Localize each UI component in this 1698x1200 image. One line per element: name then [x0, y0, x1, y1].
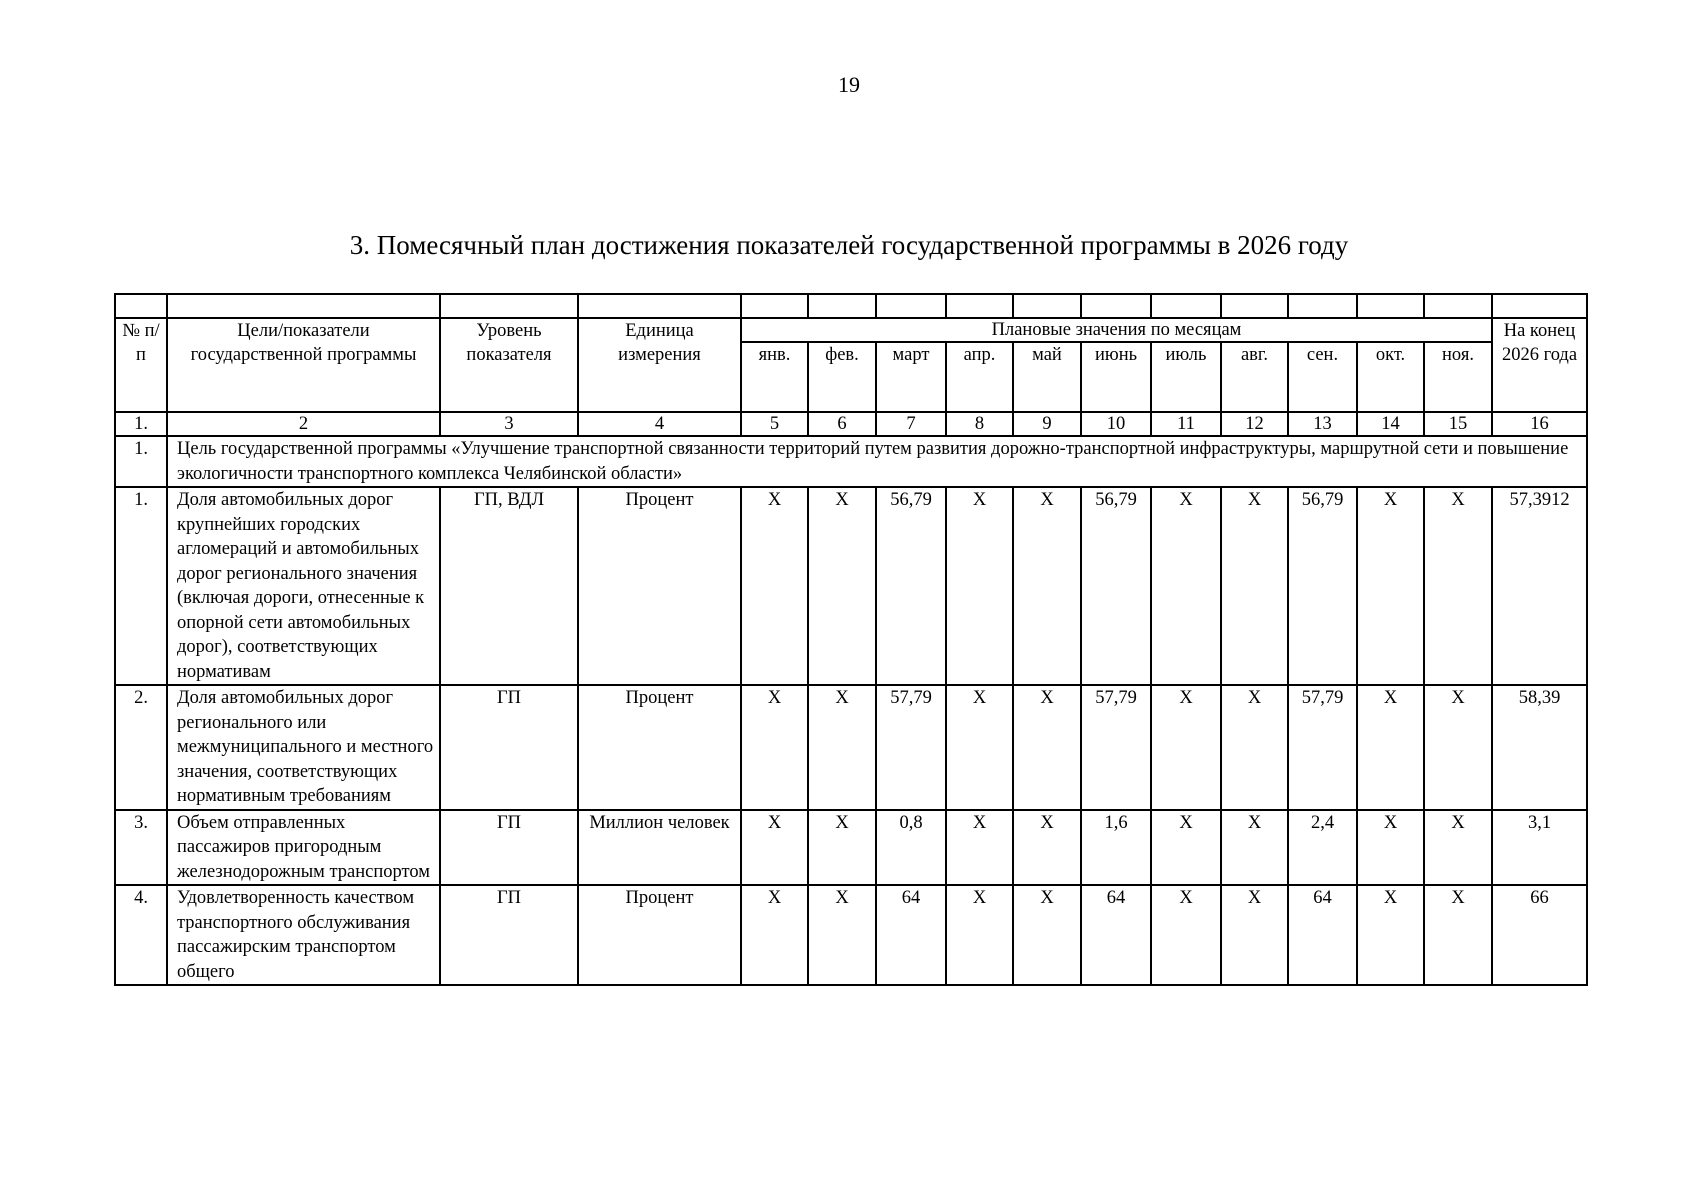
row-month-value: X	[808, 810, 876, 886]
row-month-value: 0,8	[876, 810, 946, 886]
row-end-value: 57,3912	[1492, 487, 1587, 685]
row-end-value: 58,39	[1492, 685, 1587, 810]
row-month-value: X	[1013, 685, 1081, 810]
column-number: 11	[1151, 412, 1221, 436]
table-row	[115, 810, 1587, 886]
row-month-value: X	[1424, 487, 1492, 685]
row-month-value: X	[1013, 487, 1081, 685]
row-unit: Миллион человек	[578, 810, 741, 886]
header-month: сен.	[1288, 342, 1357, 412]
header-level: Уровень показателя	[440, 318, 578, 412]
row-month-value: X	[808, 685, 876, 810]
header-month: март	[876, 342, 946, 412]
column-numbers-row	[115, 412, 1587, 436]
column-number: 1.	[115, 412, 167, 436]
row-month-value: 57,79	[1288, 685, 1357, 810]
column-number: 16	[1492, 412, 1587, 436]
row-end-value: 66	[1492, 885, 1587, 985]
page-number: 19	[838, 72, 860, 97]
row-month-value: X	[1424, 810, 1492, 886]
row-month-value: X	[1221, 810, 1288, 886]
column-number: 13	[1288, 412, 1357, 436]
header-month: янв.	[741, 342, 808, 412]
row-name: Объем отправленных пассажиров пригородным железнодорожным транспортом	[167, 810, 440, 886]
header-month: ноя.	[1424, 342, 1492, 412]
row-month-value: X	[1151, 810, 1221, 886]
row-month-value: X	[741, 885, 808, 985]
row-month-value: 56,79	[1288, 487, 1357, 685]
row-month-value: 1,6	[1081, 810, 1151, 886]
row-num: 3.	[115, 810, 167, 886]
header-month: июнь	[1081, 342, 1151, 412]
row-month-value: X	[946, 810, 1013, 886]
row-month-value: 64	[1081, 885, 1151, 985]
goal-row	[115, 436, 1587, 487]
table-row	[115, 685, 1587, 810]
goal-num: 1.	[115, 436, 167, 487]
row-month-value: X	[1221, 885, 1288, 985]
row-month-value: X	[741, 487, 808, 685]
row-month-value: X	[741, 685, 808, 810]
row-month-value: 57,79	[876, 685, 946, 810]
row-num: 1.	[115, 487, 167, 685]
row-num: 2.	[115, 685, 167, 810]
header-month: авг.	[1221, 342, 1288, 412]
row-month-value: 56,79	[1081, 487, 1151, 685]
row-month-value: 2,4	[1288, 810, 1357, 886]
header-end-year: На конец 2026 года	[1492, 318, 1587, 412]
row-month-value: 56,79	[876, 487, 946, 685]
column-number: 9	[1013, 412, 1081, 436]
column-number: 12	[1221, 412, 1288, 436]
row-month-value: X	[1151, 685, 1221, 810]
row-month-value: X	[1424, 885, 1492, 985]
row-month-value: X	[1221, 685, 1288, 810]
header-planned-values: Плановые значения по месяцам	[741, 318, 1492, 342]
row-month-value: 64	[876, 885, 946, 985]
header-month: июль	[1151, 342, 1221, 412]
row-month-value: X	[1357, 885, 1424, 985]
row-unit: Процент	[578, 885, 741, 985]
row-num: 4.	[115, 885, 167, 985]
row-name: Доля автомобильных дорог регионального или межмуниципального и местного значения, соответствующих нормативным требованиям	[167, 685, 440, 810]
column-number: 10	[1081, 412, 1151, 436]
column-number: 2	[167, 412, 440, 436]
row-unit: Процент	[578, 487, 741, 685]
row-month-value: 57,79	[1081, 685, 1151, 810]
row-unit: Процент	[578, 685, 741, 810]
row-month-value: X	[741, 810, 808, 886]
row-month-value: X	[1357, 685, 1424, 810]
header-month: апр.	[946, 342, 1013, 412]
row-level: ГП	[440, 885, 578, 985]
goal-text: Цель государственной программы «Улучшение транспортной связанности территорий путем развития дорожно-транспортной инфраструктуры, маршрутной сети и повышение экологичности транспортного комплекса Челябинской области»	[167, 436, 1587, 487]
column-number: 14	[1357, 412, 1424, 436]
table-blank-row	[115, 294, 1587, 318]
header-month: окт.	[1357, 342, 1424, 412]
column-number: 8	[946, 412, 1013, 436]
row-month-value: X	[946, 885, 1013, 985]
header-month: май	[1013, 342, 1081, 412]
row-month-value: X	[1151, 885, 1221, 985]
table-row	[115, 487, 1587, 685]
column-number: 15	[1424, 412, 1492, 436]
monthly-plan-table	[114, 293, 1588, 986]
row-month-value: X	[1151, 487, 1221, 685]
row-name: Доля автомобильных дорог крупнейших городских агломераций и автомобильных дорог регионального значения (включая дороги, отнесенные к опорной сети автомобильных дорог), соответствующих нормативам	[167, 487, 440, 685]
row-level: ГП	[440, 810, 578, 886]
column-number: 4	[578, 412, 741, 436]
row-month-value: X	[1357, 810, 1424, 886]
row-month-value: 64	[1288, 885, 1357, 985]
column-number: 6	[808, 412, 876, 436]
column-number: 3	[440, 412, 578, 436]
header-num: № п/п	[115, 318, 167, 412]
row-month-value: X	[1013, 810, 1081, 886]
document-title: 3. Помесячный план достижения показателей государственной программы в 2026 году	[349, 230, 1349, 260]
row-month-value: X	[946, 685, 1013, 810]
row-month-value: X	[1221, 487, 1288, 685]
row-month-value: X	[1357, 487, 1424, 685]
table-header-row	[115, 318, 1587, 342]
row-level: ГП	[440, 685, 578, 810]
header-unit: Единица измерения	[578, 318, 741, 412]
row-name: Удовлетворенность качеством транспортного обслуживания пассажирским транспортом общего	[167, 885, 440, 985]
row-month-value: X	[808, 487, 876, 685]
row-month-value: X	[1424, 685, 1492, 810]
row-level: ГП, ВДЛ	[440, 487, 578, 685]
column-number: 5	[741, 412, 808, 436]
row-month-value: X	[946, 487, 1013, 685]
row-month-value: X	[808, 885, 876, 985]
header-goal: Цели/показатели государственной программы	[167, 318, 440, 412]
column-number: 7	[876, 412, 946, 436]
row-end-value: 3,1	[1492, 810, 1587, 886]
table-row	[115, 885, 1587, 985]
header-month: фев.	[808, 342, 876, 412]
row-month-value: X	[1013, 885, 1081, 985]
